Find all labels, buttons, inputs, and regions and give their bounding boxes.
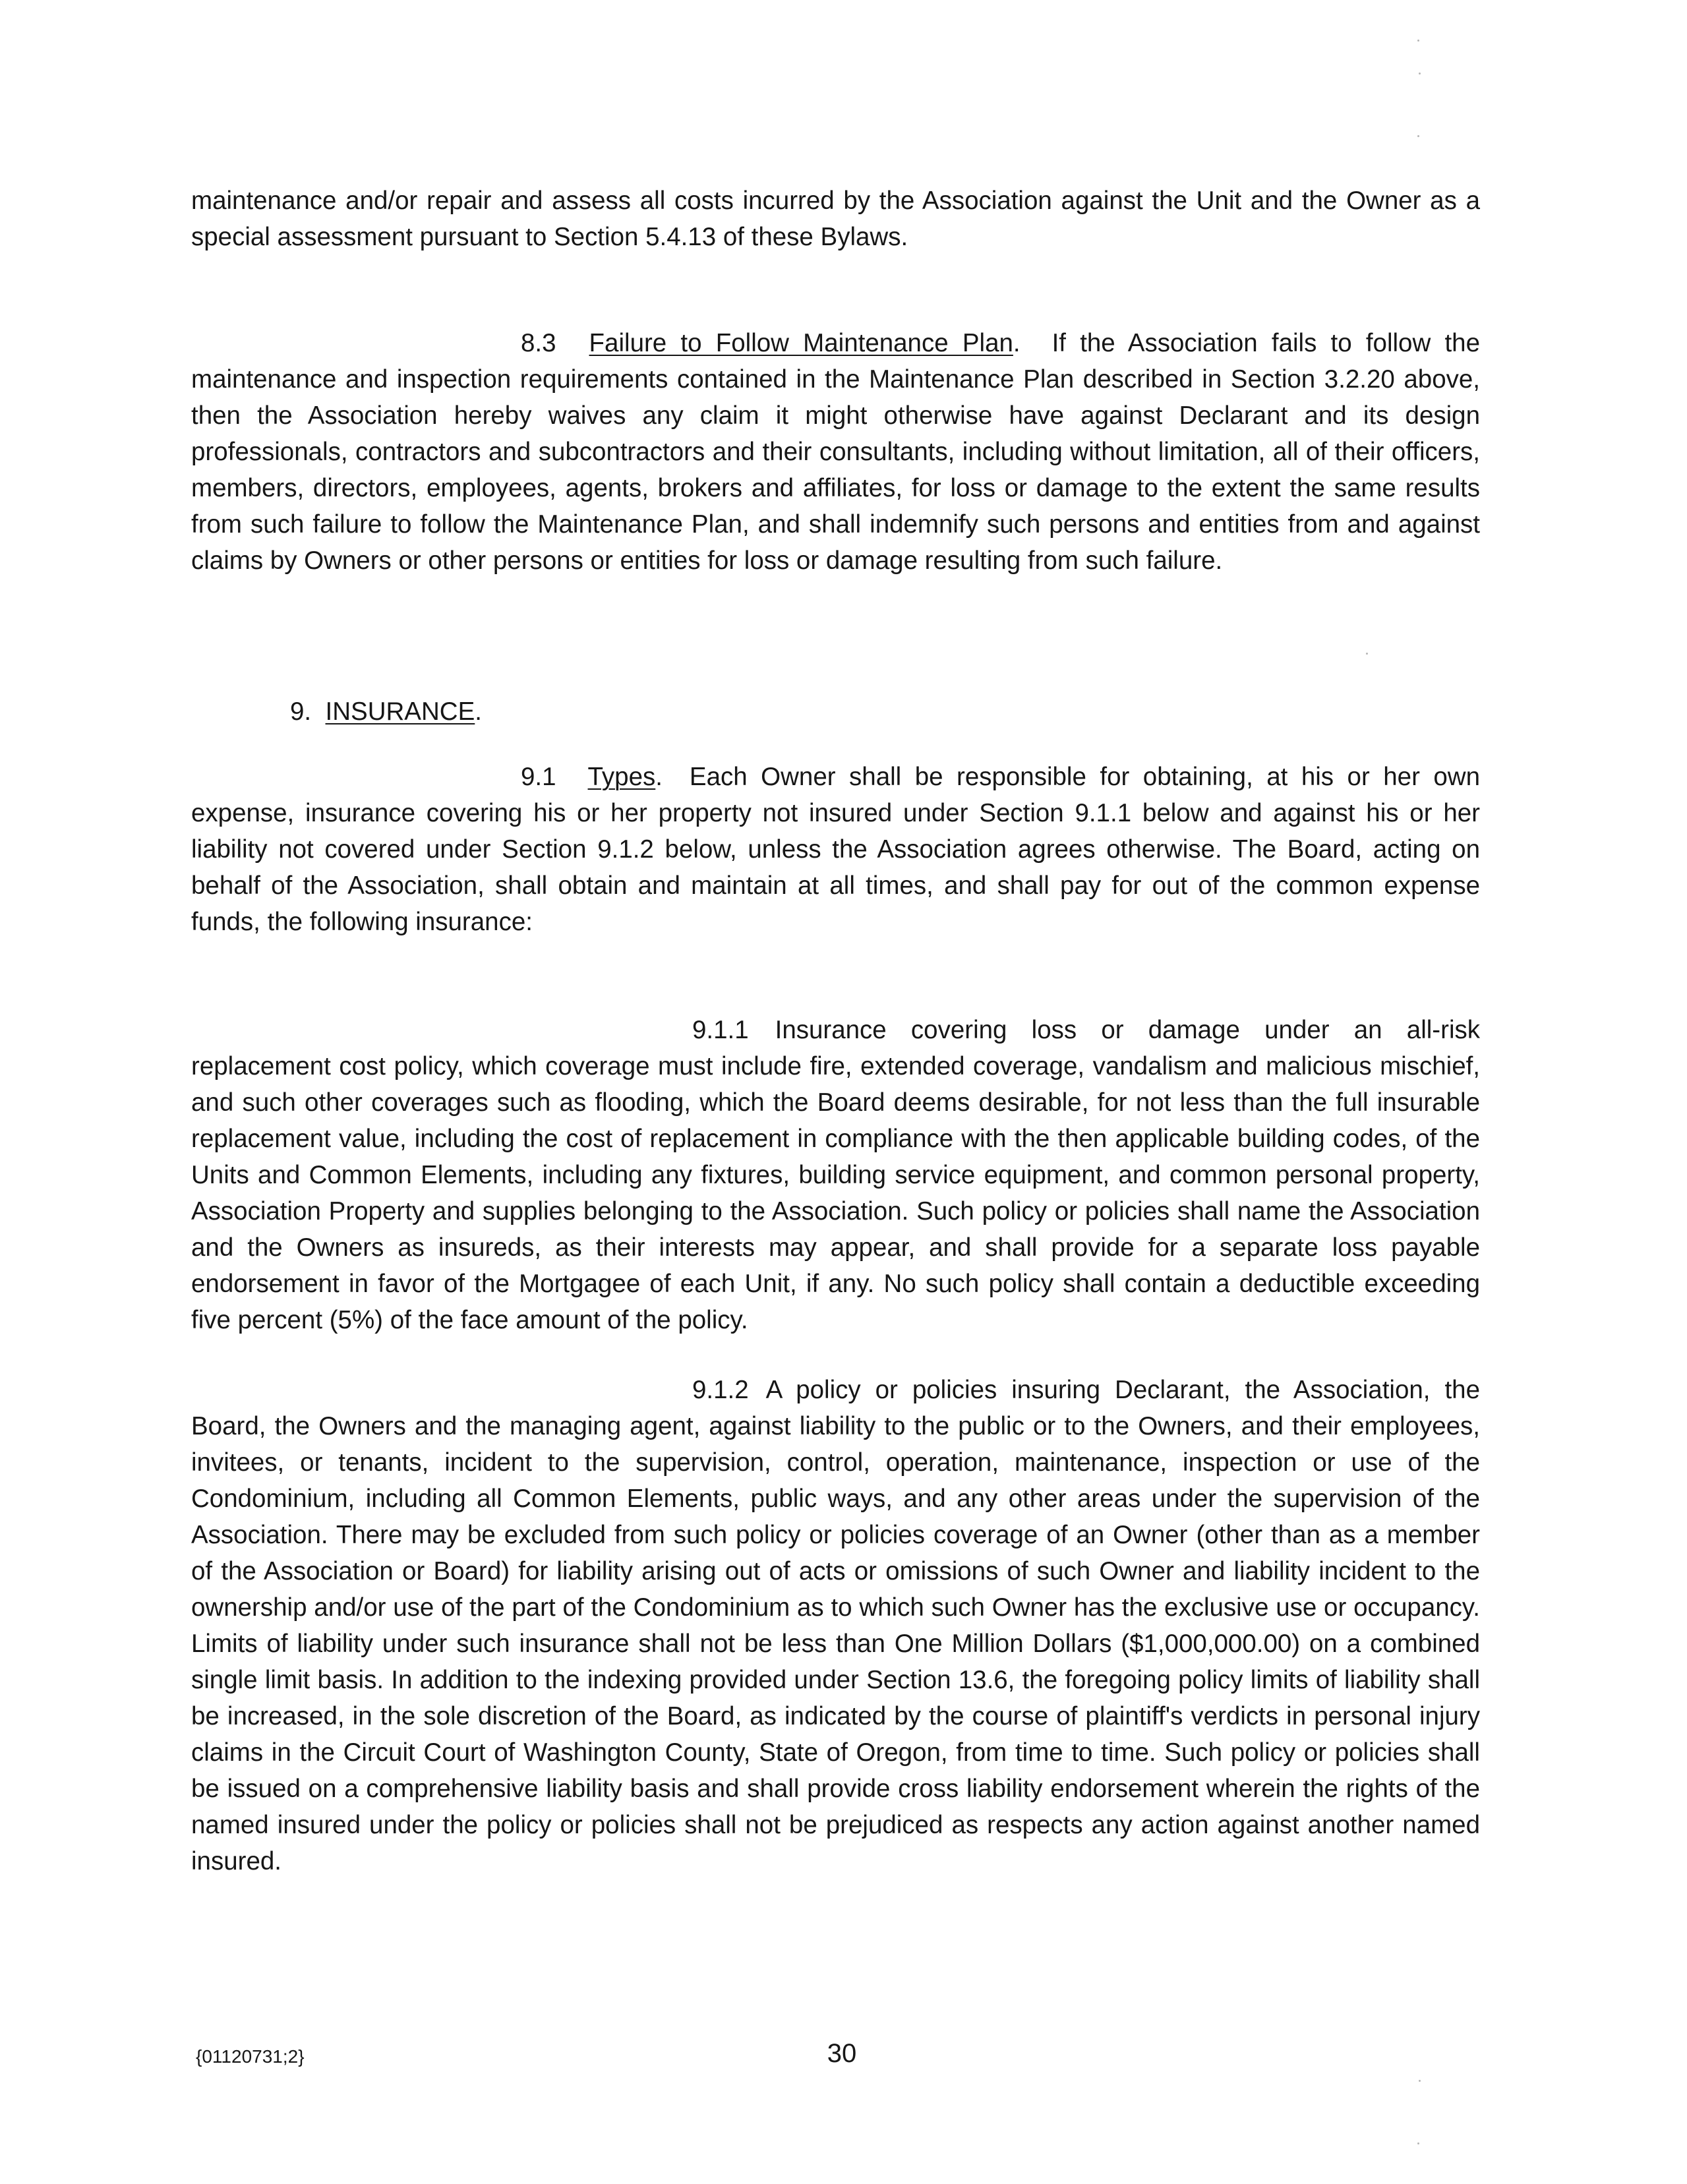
section-9-1-2-number: 9.1.2 (692, 1376, 749, 1404)
footer-document-code: {01120731;2} (196, 2046, 305, 2067)
section-9-1-2-paragraph (191, 1372, 1480, 1879)
section-9-1-1-text: Insurance covering loss or damage under an all-risk replacement cost policy, which coverage must include fire, extended coverage, vandalism and malicious mischief, and such other coverages such as flooding, which the Board deems desirable, for not less than the full insurable replacement value, including the cost of replacement in compliance with the then applicable building codes, of the Units and Common Elements, including any fixtures, building service equipment, and common personal property, Association Property and supplies belonging to the Association. Such policy or policies shall name the Association and the Owners as insureds, as their interests may appear, and shall provide for a separate loss payable endorsement in favor of the Mortgagee of each Unit, if any. No such policy shall contain a deductible exceeding five percent (5%) of the face amount of the policy. (191, 1016, 1480, 1334)
section-8-3-text: If the Association fails to follow the maintenance and inspection requirements contained in the Maintenance Plan described in Section 3.2.20 above, then the Association hereby waives any claim it might otherwise have against Declarant and its design professionals, contractors and subcontractors and their consultants, including without limitation, all of their officers, members, directors, employees, agents, brokers and affiliates, for loss or damage to the extent the same results from such failure to follow the Maintenance Plan, and shall indemnify such persons and entities from and against claims by Owners or other persons or entities for loss or damage resulting from such failure. (191, 329, 1480, 575)
scan-speck (1417, 40, 1419, 42)
section-9-1-1-paragraph (191, 1012, 1480, 1338)
scan-speck (1417, 2142, 1419, 2144)
continuation-text: maintenance and/or repair and assess all costs incurred by the Association against the Unit and the Owner as a special assessment pursuant to Section 5.4.13 of these Bylaws. (191, 187, 1480, 251)
scan-speck (1419, 73, 1421, 74)
scan-speck (1366, 653, 1368, 655)
section-9-1-title: Types (587, 763, 656, 791)
section-9-1-1-number: 9.1.1 (692, 1016, 749, 1044)
footer-page-number: 30 (827, 2039, 857, 2068)
section-8-3-number: 8.3 (521, 329, 556, 357)
scan-speck (1419, 2080, 1421, 2082)
section-9-number: 9. (290, 697, 312, 726)
section-9-title: INSURANCE (325, 697, 475, 726)
section-9-1-text: Each Owner shall be responsible for obtaining, at his or her own expense, insurance covering his or her property not insured under Section 9.1.1 below and against his or her liability not covered under Section 9.1.2 below, unless the Association agrees otherwise. The Board, acting on behalf of the Association, shall obtain and maintain at all times, and shall pay for out of the common expense funds, the following insurance: (191, 763, 1480, 936)
section-8-3-title: Failure to Follow Maintenance Plan (589, 329, 1013, 357)
section-9-heading: 9. INSURANCE. (290, 697, 482, 726)
section-9-1-number: 9.1 (521, 763, 556, 791)
scan-speck (1417, 135, 1419, 137)
continuation-paragraph (191, 183, 1480, 255)
section-9-1-2-text: A policy or policies insuring Declarant, the Association, the Board, the Owners and the managing agent, against liability to the public or to the Owners, and their employees, invitees, or tenants, incident to the supervision, control, operation, maintenance, inspection or use of the Condominium, including all Common Elements, public ways, and any other areas under the supervision of the Association. There may be excluded from such policy or policies coverage of an Owner (other than as a member of the Association or Board) for liability arising out of acts or omissions of such Owner and liability incident to the ownership and/or use of the part of the Condominium as to which such Owner has the exclusive use or occupancy. Limits of liability under such insurance shall not be less than One Million Dollars ($1,000,000.00) on a combined single limit basis. In addition to the indexing provided under Section 13.6, the foregoing policy limits of liability shall be increased, in the sole discretion of the Board, as indicated by the course of plaintiff's verdicts in personal injury claims in the Circuit Court of Washington County, State of Oregon, from time to time. Such policy or policies shall be issued on a comprehensive liability basis and shall provide cross liability endorsement wherein the rights of the named insured under the policy or policies shall not be prejudiced as respects any action against another named insured. (191, 1376, 1480, 1875)
section-8-3-paragraph: 8.3 Failure to Follow Maintenance Plan. If the Association fails to follow the maintenance and inspection requirements contained in the Maintenance Plan described in Section 3.2.20 above, then the Association hereby waives any claim it might otherwise have against Declarant and its design professionals, contractors and subcontractors and their consultants, including without limitation, all of their officers, members, directors, employees, agents, brokers and affiliates, for loss or damage to the extent the same results from such failure to follow the Maintenance Plan, and shall indemnify such persons and entities from and against claims by Owners or other persons or entities for loss or damage resulting from such failure. (191, 325, 1480, 579)
section-9-1-paragraph: 9.1 Types. Each Owner shall be responsible for obtaining, at his or her own expense, insurance covering his or her property not insured under Section 9.1.1 below and against his or her liability not covered under Section 9.1.2 below, unless the Association agrees otherwise. The Board, acting on behalf of the Association, shall obtain and maintain at all times, and shall pay for out of the common expense funds, the following insurance: (191, 759, 1480, 940)
